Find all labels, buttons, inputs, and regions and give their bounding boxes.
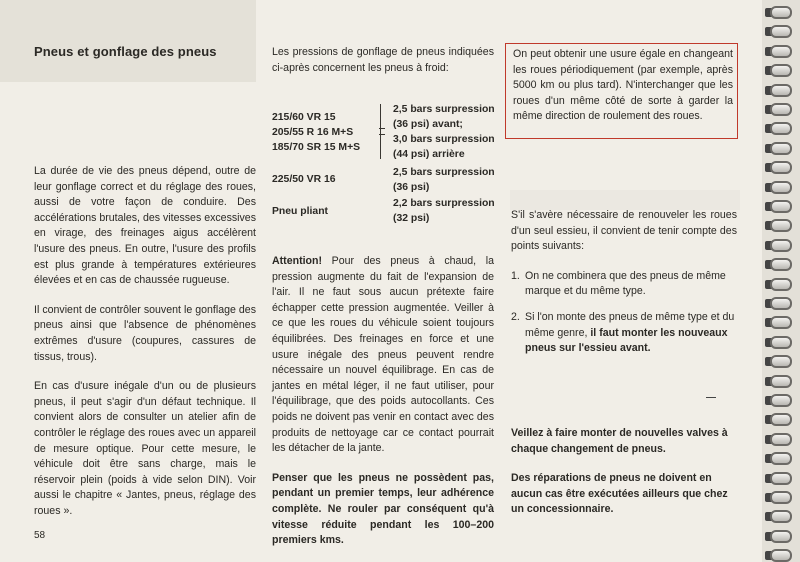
paragraph-uneven-wear: En cas d'usure inégale d'un ou de plusieurs pneus, il peut s'agir d'un défaut technique. Il convient alors de consulter un atelier afin de contrôler le réglage des roues avec un appareil de mesure optique. Pour cette mesure, le véhicule doit être sans charge, mais le réservoir plein (poids à vide selon DIN). Voir aussi le chapitre « Jantes, pneus, réglage des roues ».	[34, 380, 256, 517]
binding-ring	[770, 549, 792, 562]
binding-ring	[770, 142, 792, 155]
pressure-value: 2,5 bars surpression	[393, 167, 495, 178]
binding-ring	[770, 103, 792, 116]
list-text	[525, 310, 737, 357]
pressure-value: (36 psi) avant;	[393, 119, 463, 130]
binding-ring	[770, 64, 792, 77]
binding-ring	[770, 239, 792, 252]
binding-ring	[770, 413, 792, 426]
binding-ring	[770, 258, 792, 271]
binding-ring	[770, 200, 792, 213]
tire-size: 225/50 VR 16	[272, 174, 336, 185]
list-text: On ne combinera que des pneus de même marque et du même type.	[525, 269, 726, 298]
pressure-value: (32 psi)	[393, 213, 430, 224]
binding-ring	[770, 394, 792, 407]
spiral-binding	[762, 0, 800, 562]
bleed-through	[510, 190, 740, 210]
repairs-note: Des réparations de pneus ne doivent en aucun cas être exécutées ailleurs que chez un concessionnaire.	[511, 472, 728, 516]
binding-ring	[770, 161, 792, 174]
list-item	[511, 269, 737, 300]
middle-column-lower	[272, 254, 494, 562]
boxed-rotation-note: On peut obtenir une usure égale en changeant les roues périodiquement (par exemple, après 5000 km ou plus tard). N'interchanger que les roues d'un même côté de sorte à garder la même direction de roulement des roues.	[513, 48, 733, 123]
binding-ring	[770, 278, 792, 291]
binding-ring	[770, 491, 792, 504]
replacement-list	[511, 269, 737, 357]
list-text-plain: Si l'on monte des pneus de même type et du même genre,	[525, 310, 735, 339]
binding-ring	[770, 45, 792, 58]
right-column	[511, 47, 737, 139]
pressure-value: (36 psi)	[393, 182, 430, 193]
attention-paragraph	[272, 254, 494, 457]
list-item	[511, 310, 737, 357]
valves-note: Veillez à faire monter de nouvelles valves à chaque changement de pneus.	[511, 427, 728, 455]
tire-size: 205/55 R 16 M+S	[272, 127, 354, 138]
axle-replacement-intro: S'il s'avère nécessaire de renouveler les roues d'un seul essieu, il convient de tenir compte des points suivants:	[511, 209, 737, 253]
bleed-through	[0, 0, 256, 82]
page-number: 58	[34, 530, 46, 541]
binding-ring	[770, 336, 792, 349]
binding-ring	[770, 452, 792, 465]
pressure-intro: Les pressions de gonflage de pneus indiquées ci-après concernent les pneus à froid:	[272, 46, 494, 74]
list-text-bold: il faut monter les nouveaux pneus sur l'essieu avant.	[525, 326, 728, 355]
binding-ring	[770, 25, 792, 38]
binding-ring	[770, 297, 792, 310]
binding-ring	[770, 530, 792, 543]
attention-label: Attention!	[272, 255, 323, 267]
binding-ring	[770, 219, 792, 232]
binding-ring	[770, 6, 792, 19]
binding-ring	[770, 316, 792, 329]
binding-ring	[770, 355, 792, 368]
tire-size: 215/60 VR 15	[272, 112, 336, 123]
binding-ring	[770, 181, 792, 194]
tire-size: Pneu pliant	[272, 206, 328, 217]
paragraph-check-pressure: Il convient de contrôler souvent le gonflage des pneus ainsi que l'absence de phénomènes extrêmes d'usure (coupures, cassures de tissus, trous).	[34, 303, 256, 363]
pressure-value: 2,2 bars surpression	[393, 198, 495, 209]
right-column-lower	[511, 208, 737, 367]
middle-column	[272, 45, 494, 90]
attention-text: Pour des pneus à chaud, la pression augmente du fait de l'expansion de l'air. Il ne faut sous aucun prétexte faire échapper cette pression augmentée. Veiller à ce que les roues du véhicule soient toujours équilibrées. Des freinages en force et une usure inégale des pneus peuvent rendre nécessaire un nouvel équilibrage. En cas de jantes en métal léger, il ne faut utiliser, pour l'équilibrage, que des poids autocollants. Ces poids ne doivent pas venir en contact avec des produits de nettoyage car ce contact pourrait les détacher de la jante.	[272, 255, 494, 455]
break-in-note: Penser que les pneus ne possèdent pas, pendant un premier temps, leur adhérence complète. Ne rouler par conséquent qu'à vitesse réduite pendant les 100–200 premiers kms.	[272, 471, 494, 547]
tire-size: 185/70 SR 15 M+S	[272, 142, 361, 153]
binding-ring	[770, 510, 792, 523]
pressure-value: 3,0 bars surpression	[393, 134, 495, 145]
pressure-value: 2,5 bars surpression	[393, 104, 495, 115]
binding-ring	[770, 433, 792, 446]
left-column	[34, 164, 256, 533]
brace	[380, 104, 388, 159]
pressure-value: (44 psi) arrière	[393, 149, 465, 160]
binding-ring	[770, 375, 792, 388]
list-number: 2.	[511, 310, 520, 323]
binding-ring	[770, 472, 792, 485]
list-number: 1.	[511, 269, 520, 282]
binding-ring	[770, 84, 792, 97]
paragraph-tyre-life: La durée de vie des pneus dépend, outre de leur gonflage correct et du réglage des roues, aussi de votre façon de conduire. Des accélérations brutales, des vitesses excessives en virage, des freinages aigus accélèrent l'usure des pneus. En outre, l'usure des profils est plus grande à températures extérieures élevées et en cas de chaussée rugueuse.	[34, 165, 256, 287]
divider-tick	[706, 397, 716, 398]
binding-ring	[770, 122, 792, 135]
right-column-bottom	[511, 426, 737, 532]
page-title: Pneus et gonflage des pneus	[34, 44, 217, 59]
